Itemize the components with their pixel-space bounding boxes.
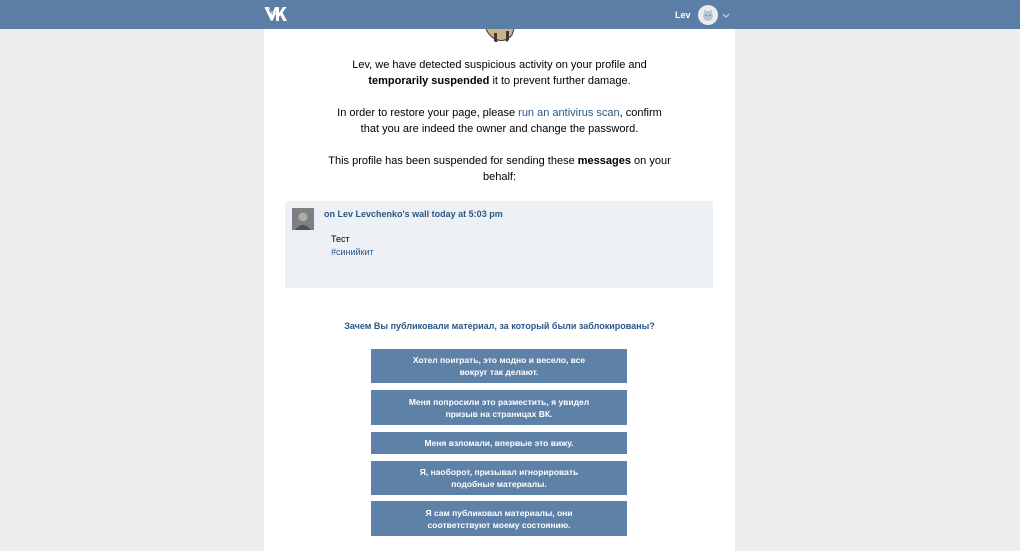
post-hashtag[interactable]: #синийкит [331,247,374,257]
user-menu[interactable] [675,4,730,25]
messages-line-1 [264,153,735,169]
suspension-notice [264,57,735,89]
wall-post [285,201,713,288]
post-text [331,233,374,259]
vk-logo-icon[interactable] [264,6,288,22]
messages-notice [264,153,735,185]
answer-button-5[interactable]: Я сам публиковал материалы, они соответствуют моему состоянию. [371,501,627,536]
answer-button-4[interactable]: Я, наоборот, призывал игнорировать подобные материалы. [371,461,627,495]
restore-instructions [264,105,735,137]
mascot-illustration-icon [476,29,524,42]
messages-line-2: behalf: [482,171,517,183]
notice-line-2-rest: it to prevent further damage. [489,75,631,87]
messages-pre: This profile has been suspended for sending these [328,155,578,167]
quiz-question: Зачем Вы публиковали материал, за который были заблокированы? [344,321,655,331]
chevron-down-icon[interactable] [722,11,730,19]
restore-line-2: that you are indeed the owner and change the password. [360,123,639,135]
answer-button-1[interactable]: Хотел поиграть, это модно и весело, все вокруг так делают. [371,349,627,383]
cat-avatar-icon [700,7,716,23]
messages-bold: messages [577,155,631,167]
messages-post: on your [630,155,671,167]
suspension-card [264,29,735,551]
user-avatar[interactable] [698,5,718,25]
antivirus-link[interactable]: run an antivirus scan [518,107,620,119]
restore-line-1 [264,105,735,121]
post-author-avatar[interactable] [292,208,314,230]
notice-line-2 [264,73,735,89]
notice-line-1: Lev, we have detected suspicious activity on your profile and [352,59,647,71]
answer-button-3[interactable]: Меня взломали, впервые это вижу. [371,432,627,454]
post-body: Тест [331,234,350,244]
user-name[interactable]: Lev [675,9,691,20]
restore-post: , confirm [619,107,662,119]
restore-pre: In order to restore your page, please [337,107,519,119]
suspended-bold: temporarily suspended [368,75,490,87]
answer-button-2[interactable]: Меня попросили это разместить, я увидел призыв на страницах ВК. [371,390,627,425]
person-avatar-icon [292,208,314,230]
post-meta-link[interactable]: on Lev Levchenko's wall today at 5:03 pm [324,209,503,219]
top-bar [0,0,1020,29]
